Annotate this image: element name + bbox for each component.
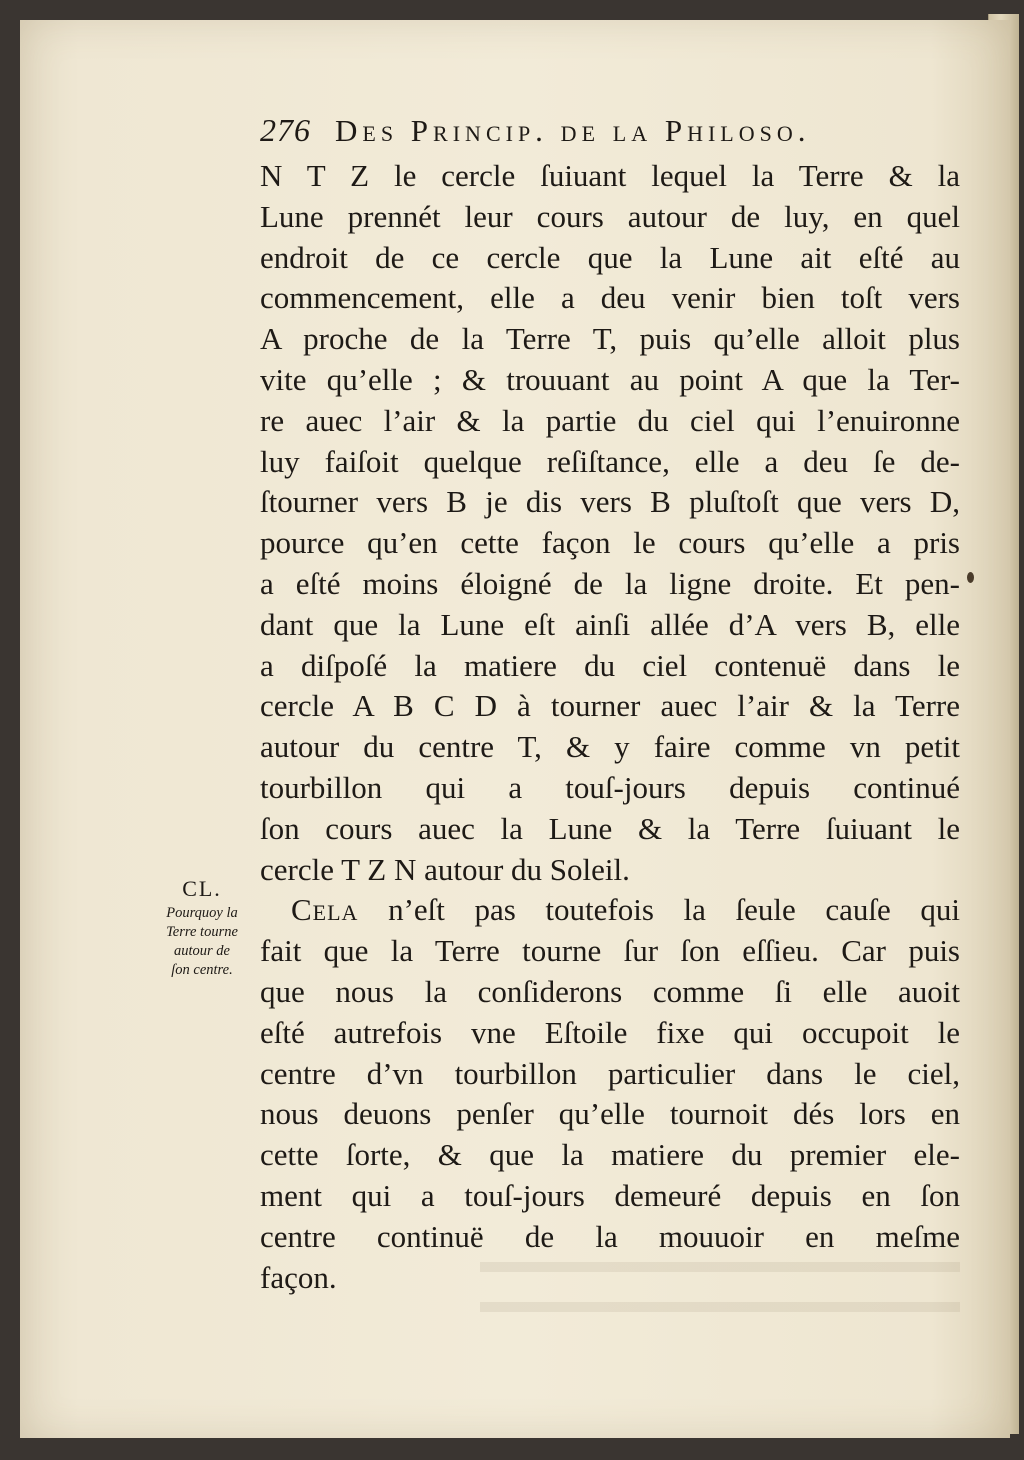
text-line: N T Z le cercle ſuiuant lequel la Terre & la	[260, 158, 960, 193]
text-line: nous deuons penſer qu’elle tournoit dés lors en	[260, 1096, 960, 1132]
margin-note-line: ſon centre.	[171, 962, 233, 978]
text-line: ſtourner vers B je dis vers B pluſtoſt que vers D,	[260, 484, 960, 520]
text-line: tourbillon qui a touſ-jours depuis continué	[260, 769, 960, 805]
text-line: re auec l’air & la partie du ciel qui l’enuironne	[260, 402, 960, 438]
running-title: Des Princip. de la Philoso.	[335, 113, 811, 148]
text-line: ment qui a touſ-jours demeuré depuis en ſon	[260, 1177, 960, 1213]
margin-note	[142, 876, 262, 980]
text-line: centre d’vn tourbillon particulier dans le ciel,	[260, 1055, 960, 1091]
text-line: façon.	[260, 1259, 337, 1295]
text-line: endroit de ce cercle que la Lune ait eſté au	[260, 239, 960, 275]
margin-note-line: Pourquoy la	[166, 905, 238, 921]
text-line: commencement, elle a deu venir bien toſt vers	[260, 280, 960, 316]
paragraph-first-line-text: n’eſt pas toutefois la ſeule cauſe qui	[358, 892, 960, 928]
text-line: fait que la Terre tourne ſur ſon eſſieu. Car puis	[260, 933, 960, 969]
ink-spot	[967, 572, 974, 583]
text-line: cercle T Z N autour du Soleil.	[260, 851, 630, 887]
book-page	[20, 20, 1010, 1438]
text-line: dant que la Lune eſt ainſi allée d’A vers B, elle	[260, 606, 960, 642]
text-line: A proche de la Terre T, puis qu’elle alloit plus	[260, 321, 960, 357]
text-line: cercle A B C D à tourner auec l’air & la Terre	[260, 688, 960, 724]
text-line: a diſpoſé la matiere du ciel contenuë dans le	[260, 647, 960, 683]
running-head	[260, 112, 960, 149]
text-line: a eſté moins éloigné de la ligne droite. Et pen-	[260, 565, 960, 601]
text-line: vite qu’elle ; & trouuant au point A que la Ter-	[260, 361, 960, 397]
margin-note-line: autour de	[174, 943, 230, 959]
margin-note-line: Terre tourne	[166, 924, 238, 940]
main-text	[260, 156, 960, 1298]
text-line: que nous la conſiderons comme ſi elle auoit	[260, 973, 960, 1009]
text-line: cette ſorte, & que la matiere du premier ele-	[260, 1137, 960, 1173]
paragraph-lead-word: Cela	[291, 892, 359, 928]
text-line: ſon cours auec la Lune & la Terre ſuiuant le	[260, 810, 960, 846]
text-line: pource qu’en cette façon le cours qu’elle a pris	[260, 525, 960, 561]
text-line: centre continuë de la mouuoir en meſme	[260, 1218, 960, 1254]
show-through-bleed	[480, 1250, 960, 1340]
text-line: luy faiſoit quelque reſiſtance, elle a deu ſe de-	[260, 443, 960, 479]
text-line: autour du centre T, & y faire comme vn petit	[260, 729, 960, 765]
text-line: Lune prennét leur cours autour de luy, en quel	[260, 198, 960, 234]
paragraph-first-line	[260, 890, 960, 931]
text-line: eſté autrefois vne Eſtoile fixe qui occupoit le	[260, 1014, 960, 1050]
page-number: 276	[260, 112, 311, 148]
margin-note-number: CL.	[182, 876, 222, 901]
